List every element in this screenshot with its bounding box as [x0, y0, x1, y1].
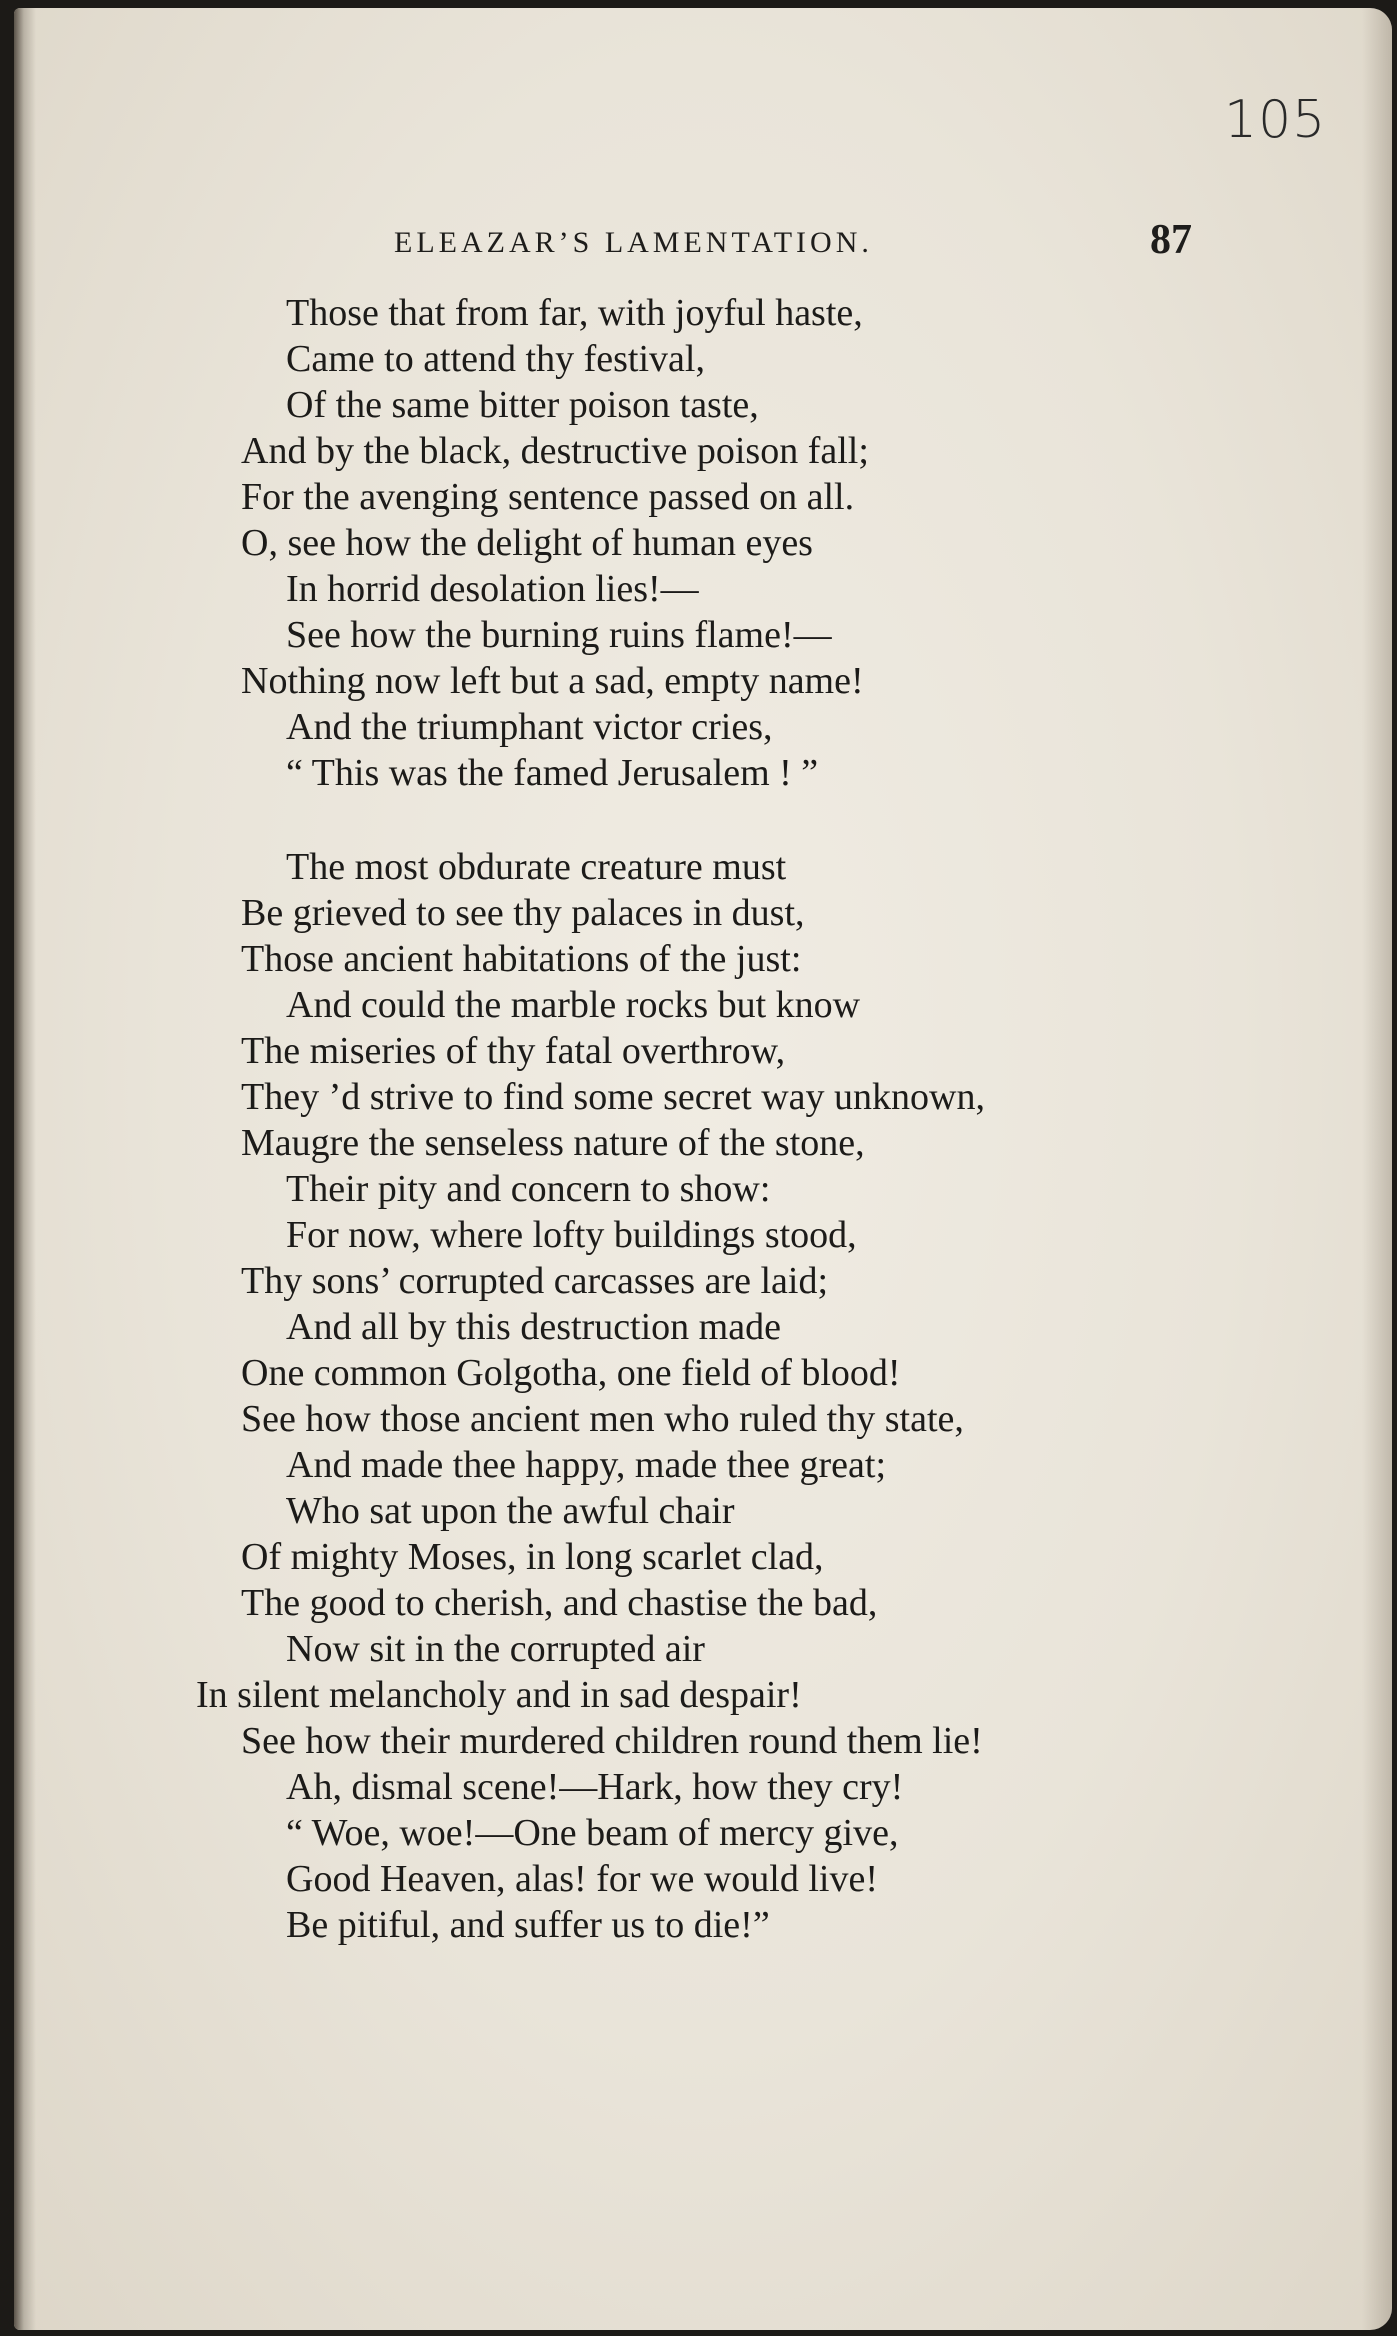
poem-line: O, see how the delight of human eyes: [241, 522, 813, 564]
poem-line: “ Woe, woe!—One beam of mercy give,: [286, 1812, 899, 1854]
poem-line: Of the same bitter poison taste,: [286, 384, 759, 426]
page-edge-shadow: [1362, 8, 1392, 2330]
poem-line: One common Golgotha, one field of blood!: [241, 1352, 901, 1394]
spine-shadow: [14, 8, 36, 2330]
poem-line: Be pitiful, and suffer us to die!”: [286, 1904, 770, 1946]
poem-line: Nothing now left but a sad, empty name!: [241, 660, 864, 702]
poem-line: See how those ancient men who ruled thy state,: [241, 1398, 964, 1440]
poem-line: The miseries of thy fatal overthrow,: [241, 1030, 786, 1072]
poem-line: See how the burning ruins flame!—: [286, 614, 832, 656]
poem-line: Those ancient habitations of the just:: [241, 938, 802, 980]
running-title: ELEAZAR’S LAMENTATION.: [394, 226, 873, 259]
poem-line: And by the black, destructive poison fall;: [241, 430, 869, 472]
poem-line: Of mighty Moses, in long scarlet clad,: [241, 1536, 824, 1578]
book-page: [14, 8, 1392, 2330]
poem-line: The good to cherish, and chastise the bad,: [241, 1582, 878, 1624]
poem-line: Now sit in the corrupted air: [286, 1628, 705, 1670]
poem-line: And could the marble rocks but know: [286, 984, 861, 1026]
poem-line: Their pity and concern to show:: [286, 1168, 771, 1210]
poem-line: And made thee happy, made thee great;: [286, 1444, 887, 1486]
poem-line: Those that from far, with joyful haste,: [286, 292, 863, 334]
poem-line: And the triumphant victor cries,: [286, 706, 773, 748]
page-number: 87: [1150, 217, 1192, 263]
poem-line: Ah, dismal scene!—Hark, how they cry!: [286, 1766, 904, 1808]
poem-line: Maugre the senseless nature of the stone,: [241, 1122, 865, 1164]
poem-line: Be grieved to see thy palaces in dust,: [241, 892, 805, 934]
poem-line: They ’d strive to find some secret way unknown,: [241, 1076, 985, 1118]
poem-line: In silent melancholy and in sad despair!: [196, 1674, 802, 1716]
poem-line: Thy sons’ corrupted carcasses are laid;: [241, 1260, 828, 1302]
handwritten-folio-number: 105: [1224, 90, 1327, 150]
poem-line: And all by this destruction made: [286, 1306, 781, 1348]
poem-line: For now, where lofty buildings stood,: [286, 1214, 857, 1256]
poem-line: See how their murdered children round them lie!: [241, 1720, 983, 1762]
poem-line: Who sat upon the awful chair: [286, 1490, 735, 1532]
poem-line: “ This was the famed Jerusalem ! ”: [286, 752, 819, 794]
poem-line: For the avenging sentence passed on all.: [241, 476, 855, 518]
poem-line: Good Heaven, alas! for we would live!: [286, 1858, 878, 1900]
poem-line: Came to attend thy festival,: [286, 338, 705, 380]
poem-line: In horrid desolation lies!—: [286, 568, 699, 610]
poem-line: The most obdurate creature must: [286, 846, 787, 888]
